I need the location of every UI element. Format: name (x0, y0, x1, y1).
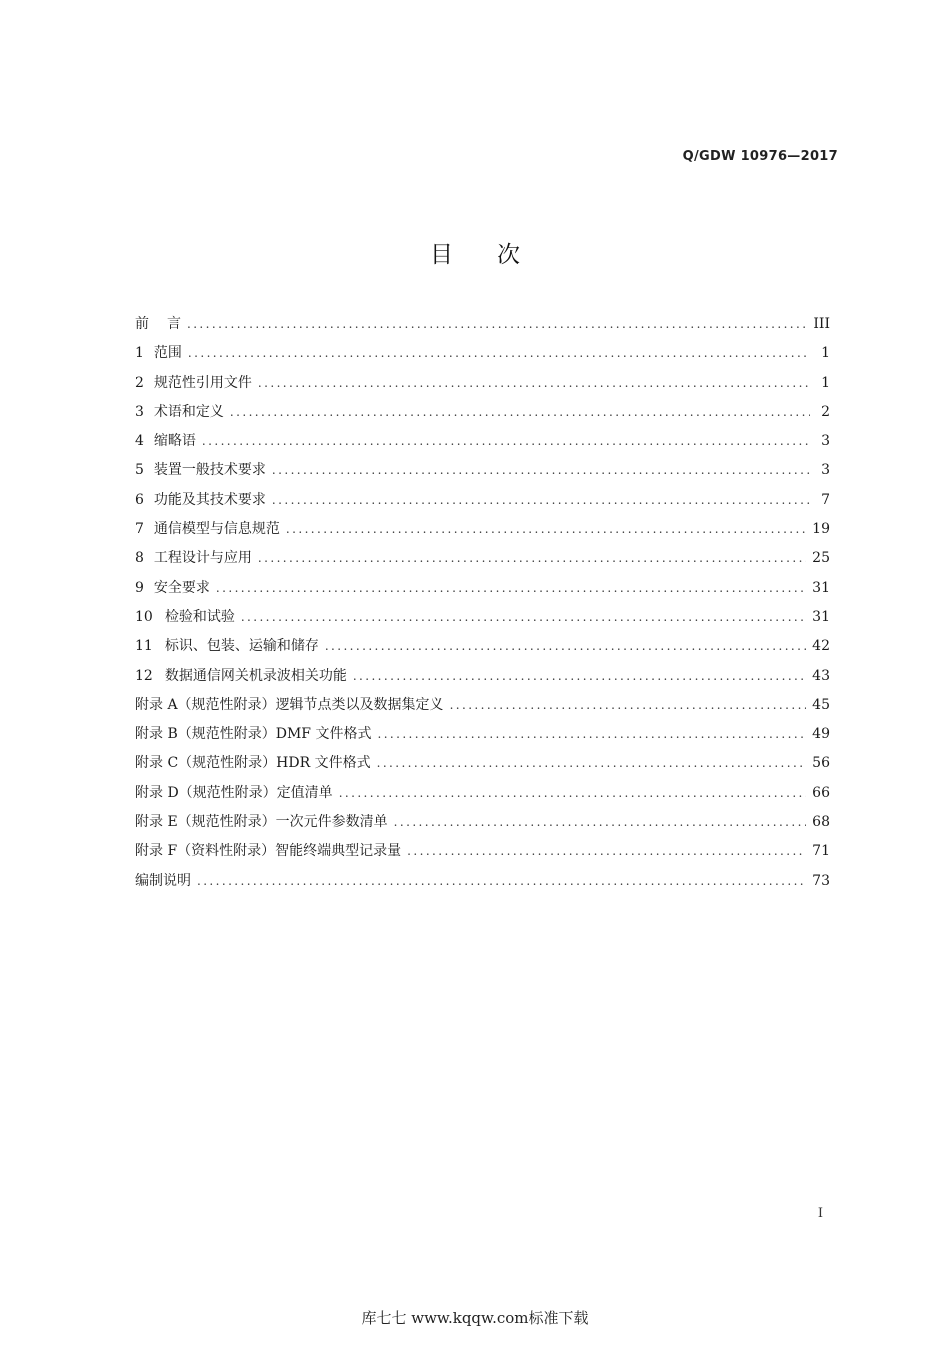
toc-entry-page: 71 (812, 843, 830, 860)
toc-appendix-prefix: 附录 B（规范性附录） (135, 726, 276, 743)
toc-entry-page: III (813, 316, 830, 332)
toc-entry-label: 定值清单 (276, 784, 333, 801)
toc-entry-2[interactable] (135, 369, 830, 398)
toc-entry-number: 11 (135, 638, 153, 655)
toc-appendix-c[interactable] (135, 749, 830, 778)
toc-entry-page: 68 (812, 814, 830, 831)
toc-dot-leader (188, 339, 810, 368)
toc-entry-label: 言 (167, 316, 181, 332)
toc-appendix-prefix: 附录 A（规范性附录） (135, 696, 276, 713)
toc-entry-page: 19 (812, 521, 830, 538)
toc-entry-label: 范围 (153, 345, 182, 362)
toc-dot-leader (353, 662, 806, 691)
toc-appendix-e[interactable] (135, 808, 830, 837)
toc-entry-page: 45 (812, 696, 830, 713)
toc-dot-leader (377, 749, 807, 778)
toc-dot-leader (286, 515, 806, 544)
toc-appendix-f[interactable] (135, 837, 830, 866)
toc-entry-label: 安全要求 (153, 579, 210, 596)
toc-entry-label: DMF 文件格式 (275, 726, 372, 743)
toc-entry-9[interactable] (135, 574, 830, 603)
toc-entry-label: 通信模型与信息规范 (153, 521, 280, 538)
toc-entry-number: 1 (135, 345, 144, 362)
toc-entry-6[interactable] (135, 486, 830, 515)
toc-entry-label: 智能终端典型记录量 (275, 843, 402, 860)
toc-dot-leader (450, 691, 807, 720)
toc-appendix-a[interactable] (135, 691, 830, 720)
toc-entry-page: 1 (821, 345, 830, 362)
toc-entry-number: 4 (135, 433, 144, 450)
toc-appendix-prefix: 附录 C（规范性附录） (135, 755, 277, 772)
toc-dot-leader (197, 867, 806, 896)
toc-entry-page: 56 (812, 755, 830, 772)
toc-entry-page: 66 (812, 784, 830, 801)
toc-dot-leader (202, 427, 810, 456)
toc-entry-number: 9 (135, 579, 144, 596)
toc-dot-leader (187, 310, 807, 339)
toc-dot-leader (325, 632, 806, 661)
toc-entry-label: 规范性引用文件 (153, 374, 252, 391)
toc-entry-label: 缩略语 (153, 433, 196, 450)
toc-entry-label: 数据通信网关机录波相关功能 (164, 667, 347, 684)
toc-entry-number: 12 (135, 667, 153, 684)
toc-dot-leader (272, 456, 810, 485)
toc-dot-leader (258, 369, 810, 398)
toc-appendix-prefix: 附录 D（规范性附录） (135, 784, 277, 801)
toc-entry-number: 5 (135, 462, 144, 479)
toc-entry-compilation-notes[interactable] (135, 867, 830, 896)
toc-appendix-prefix: 附录 F（资料性附录） (135, 843, 276, 860)
toc-entry-label: 检验和试验 (164, 608, 235, 625)
toc-entry-number: 前 (135, 316, 149, 332)
toc-entry-page: 49 (812, 726, 830, 743)
toc-entry-page: 73 (812, 872, 830, 889)
toc-entry-1[interactable] (135, 339, 830, 368)
toc-appendix-prefix: 附录 E（规范性附录） (135, 814, 276, 831)
toc-dot-leader (241, 603, 806, 632)
toc-entry-8[interactable] (135, 544, 830, 573)
toc-entry-page: 3 (821, 462, 830, 479)
toc-entry-12[interactable] (135, 662, 830, 691)
toc-dot-leader (377, 720, 806, 749)
footer-watermark: 库七七 www.kqqw.com标准下载 (361, 1309, 589, 1327)
toc-appendix-b[interactable] (135, 720, 830, 749)
page-number: I (817, 1206, 823, 1221)
toc-entry-number: 3 (135, 403, 144, 420)
toc-dot-leader (339, 779, 806, 808)
toc-entry-3[interactable] (135, 398, 830, 427)
toc-appendix-d[interactable] (135, 779, 830, 808)
toc-entry-label: 一次元件参数清单 (275, 814, 388, 831)
toc-entry-5[interactable] (135, 456, 830, 485)
table-of-contents (135, 310, 830, 896)
toc-entry-number: 10 (135, 608, 153, 625)
toc-entry-label: 工程设计与应用 (153, 550, 252, 567)
toc-dot-leader (216, 574, 806, 603)
toc-entry-label: 逻辑节点类以及数据集定义 (275, 696, 444, 713)
toc-entry-page: 25 (812, 550, 830, 567)
toc-entry-label: 标识、包装、运输和储存 (164, 638, 319, 655)
toc-entry-11[interactable] (135, 632, 830, 661)
toc-entry-page: 42 (812, 638, 830, 655)
toc-entry-4[interactable] (135, 427, 830, 456)
toc-entry-page: 31 (812, 579, 830, 596)
toc-entry-label: HDR 文件格式 (276, 755, 371, 772)
toc-entry-page: 2 (821, 403, 830, 420)
toc-entry-page: 1 (821, 374, 830, 391)
toc-dot-leader (394, 808, 807, 837)
toc-entry-number: 7 (135, 521, 144, 538)
toc-entry-foreword[interactable] (135, 310, 830, 339)
toc-entry-10[interactable] (135, 603, 830, 632)
toc-entry-7[interactable] (135, 515, 830, 544)
toc-entry-page: 31 (812, 608, 830, 625)
toc-entry-page: 43 (812, 667, 830, 684)
toc-entry-page: 7 (821, 491, 830, 508)
document-code: Q/GDW 10976—2017 (682, 149, 838, 164)
toc-entry-label: 功能及其技术要求 (153, 491, 266, 508)
toc-entry-label: 编制说明 (135, 872, 191, 889)
toc-entry-number: 2 (135, 374, 144, 391)
toc-entry-page: 3 (821, 433, 830, 450)
toc-title: 目次 (430, 242, 564, 268)
toc-entry-label: 装置一般技术要求 (153, 462, 266, 479)
toc-entry-label: 术语和定义 (153, 403, 224, 420)
toc-dot-leader (272, 486, 810, 515)
toc-dot-leader (407, 837, 806, 866)
toc-dot-leader (230, 398, 810, 427)
toc-entry-number: 8 (135, 550, 144, 567)
toc-dot-leader (258, 544, 806, 573)
toc-entry-number: 6 (135, 491, 144, 508)
